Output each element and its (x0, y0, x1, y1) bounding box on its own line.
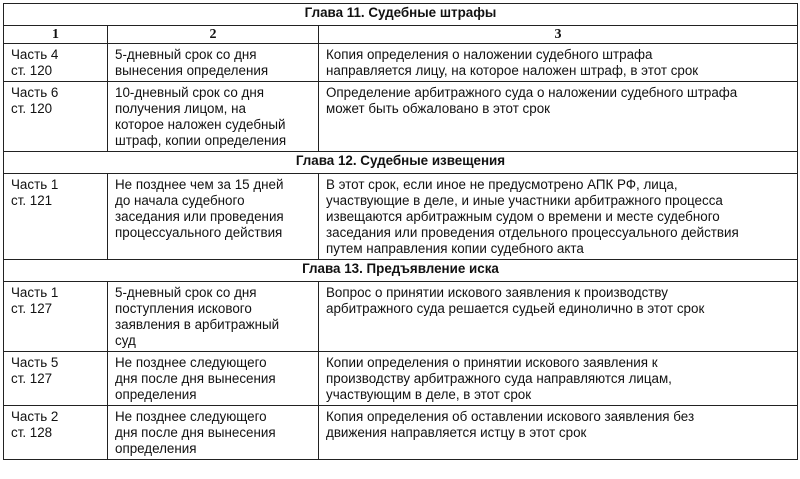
table-row (4, 44, 798, 82)
table-row (4, 82, 798, 152)
article-cell: Часть 5 ст. 127 (4, 352, 108, 406)
chapter-title: Глава 13. Предъявление иска (4, 260, 798, 282)
article-cell: Часть 2 ст. 128 (4, 406, 108, 460)
term-cell: 5-дневный срок со дня вынесения определения (108, 44, 319, 82)
description-cell: Вопрос о принятии искового заявления к производству арбитражного суда решается судьей единолично в этот срок (319, 282, 798, 352)
table-row (4, 174, 798, 260)
column-number-row (4, 26, 798, 44)
chapter-title: Глава 11. Судебные штрафы (4, 4, 798, 26)
table-row (4, 352, 798, 406)
term-cell: Не позднее чем за 15 дней до начала судебного заседания или проведения процессуального действия (108, 174, 319, 260)
deadlines-table (3, 3, 798, 460)
article-cell: Часть 4 ст. 120 (4, 44, 108, 82)
description-cell: В этот срок, если иное не предусмотрено АПК РФ, лица, участвующие в деле, и иные участники арбитражного процесса извещаются арбитражным судом о времени и месте судебного заседания или проведения отдельного процессуального действия путем направления копии судебного акта (319, 174, 798, 260)
table-row (4, 282, 798, 352)
column-number: 1 (4, 26, 108, 44)
description-cell: Копии определения о принятии искового заявления к производству арбитражного суда направляются лицам, участвующим в деле, в этот срок (319, 352, 798, 406)
article-cell: Часть 1 ст. 121 (4, 174, 108, 260)
description-cell: Копия определения о наложении судебного штрафа направляется лицу, на которое наложен штраф, в этот срок (319, 44, 798, 82)
article-cell: Часть 6 ст. 120 (4, 82, 108, 152)
term-cell: Не позднее следующего дня после дня вынесения определения (108, 406, 319, 460)
article-cell: Часть 1 ст. 127 (4, 282, 108, 352)
description-cell: Определение арбитражного суда о наложении судебного штрафа может быть обжаловано в этот срок (319, 82, 798, 152)
term-cell: 10-дневный срок со дня получения лицом, на которое наложен судебный штраф, копии определения (108, 82, 319, 152)
description-cell: Копия определения об оставлении искового заявления без движения направляется истцу в этот срок (319, 406, 798, 460)
chapter-header-row (4, 152, 798, 174)
column-number: 2 (108, 26, 319, 44)
chapter-header-row (4, 260, 798, 282)
table-row (4, 406, 798, 460)
chapter-header-row (4, 4, 798, 26)
column-number: 3 (319, 26, 798, 44)
term-cell: 5-дневный срок со дня поступления искового заявления в арбитражный суд (108, 282, 319, 352)
term-cell: Не позднее следующего дня после дня вынесения определения (108, 352, 319, 406)
chapter-title: Глава 12. Судебные извещения (4, 152, 798, 174)
